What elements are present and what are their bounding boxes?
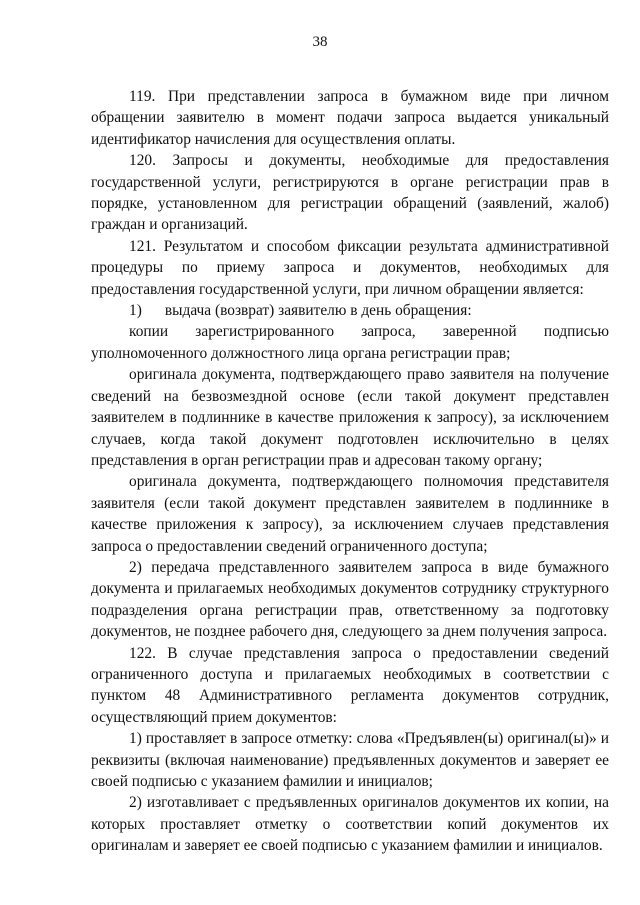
paragraph-119: 119. При представлении запроса в бумажном виде при личном обращении заявителю в момент подачи запроса выдается уникальный идентификатор начисления для осуществления оплаты.	[91, 88, 609, 148]
paragraph-121-item-1-original-right: оригинала документа, подтверждающего право заявителя на получение сведений на безвозмездной основе (если такой документ представлен заявителем в подлиннике в качестве приложения к запросу), за исключением случаев, когда такой документ подготовлен исключительно в целях представления в орган регистрации прав и адресован такому органу;	[91, 366, 609, 469]
paragraph-121-item-2: 2) передача представленного заявителем запроса в виде бумажного документа и прилагаемых необходимых документов сотруднику структурного подразделения органа регистрации прав, ответственному за подготовку документов, не позднее рабочего дня, следующего за днем получения запроса.	[91, 558, 609, 641]
paragraph-122: 122. В случае представления запроса о предоставлении сведений ограниченного доступа и прилагаемых необходимых в соответствии с пунктом 48 Административного регламента документов сотрудник, осуществляющий прием документов:	[91, 644, 609, 726]
paragraph-121-item-1: 1) выдача (возврат) заявителю в день обращения:	[129, 302, 472, 320]
paragraph-121-item-1-original-authority: оригинала документа, подтверждающего полномочия представителя заявителя (если такой документ представлен заявителем в подлиннике в качестве приложения к запросу), за исключением случаев представления запроса о предоставлении сведений ограниченного доступа;	[91, 473, 609, 555]
paragraph-122-item-2: 2) изготавливает с предъявленных оригиналов документов их копии, на которых проставляет отметку о соответствии копий документов их оригиналам и заверяет ее своей подписью с указанием фамилии и инициалов.	[91, 794, 609, 855]
paragraph-120: 120. Запросы и документы, необходимые для предоставления государственной услуги, регистрируются в органе регистрации прав в порядке, установленном для регистрации обращений (заявлений, жалоб) граждан и организаций.	[91, 152, 609, 234]
paragraph-121: 121. Результатом и способом фиксации результата административной процедуры по приему запроса и документов, необходимых для предоставления государственной услуги, при личном обращении является:	[91, 237, 609, 298]
document-body	[91, 86, 609, 857]
paragraph-121-item-1-copy: копии зарегистрированного запроса, заверенной подписью уполномоченного должностного лица органа регистрации прав;	[91, 323, 609, 362]
page-number: 38	[312, 34, 328, 50]
paragraph-122-item-1: 1) проставляет в запросе отметку: слова «Предъявлен(ы) оригинал(ы)» и реквизиты (включая наименование) предъявленных документов и заверяет ее своей подписью с указанием фамилии и инициалов;	[91, 730, 609, 790]
